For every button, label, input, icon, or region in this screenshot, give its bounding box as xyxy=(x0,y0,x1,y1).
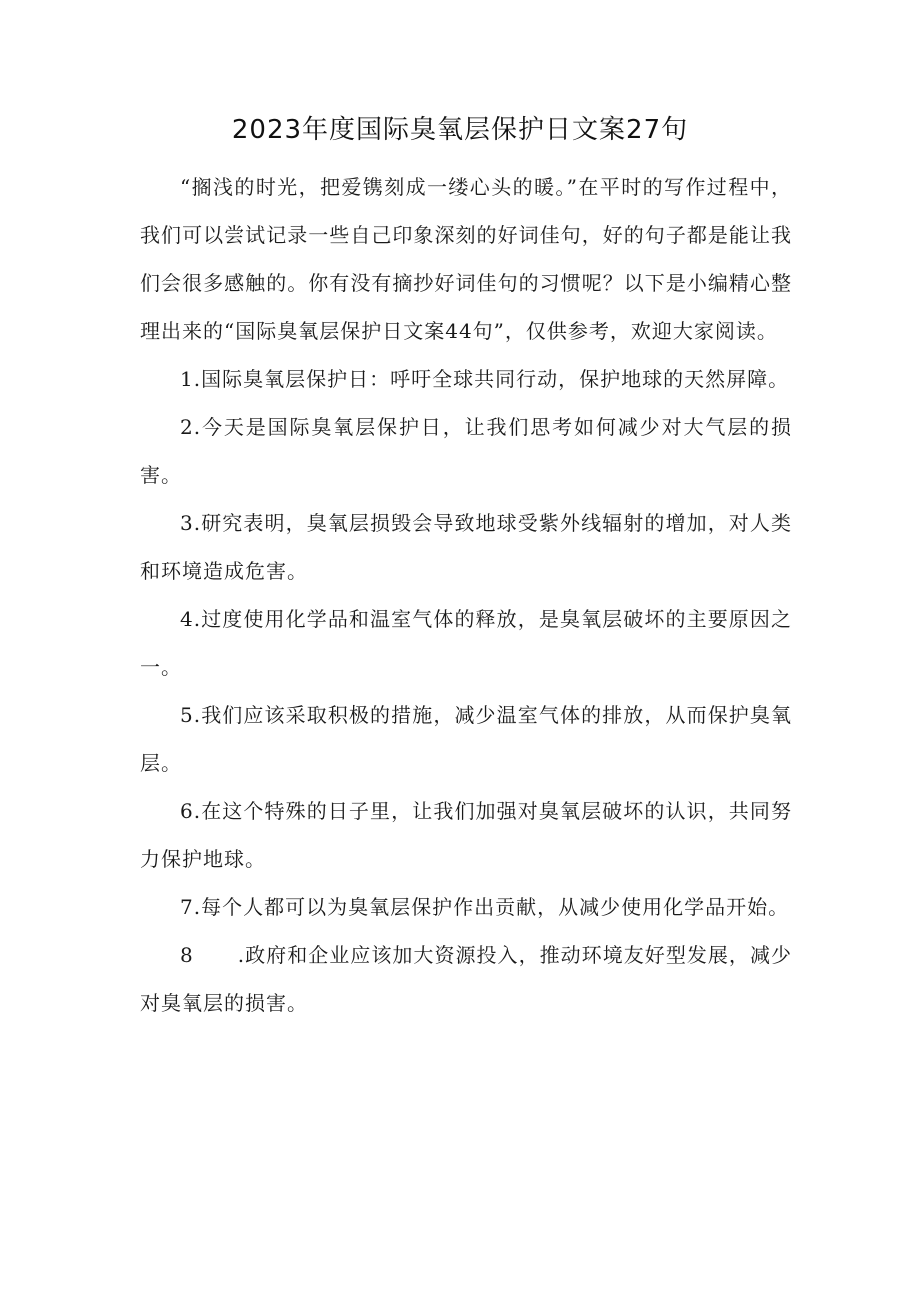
document-title: 2023年度国际臭氧层保护日文案27句 xyxy=(231,115,689,145)
item-number: 5. xyxy=(180,703,202,727)
item-text: 每个人都可以为臭氧层保护作出贡献，从减少使用化学品开始。 xyxy=(201,895,790,919)
list-item xyxy=(140,499,792,595)
list-item xyxy=(140,595,792,691)
item-text: 研究表明，臭氧层损毁会导致地球受紫外线辐射的增加，对人类和环境造成危害。 xyxy=(140,511,792,583)
list-item xyxy=(140,931,792,1027)
item-number: 7. xyxy=(180,895,202,919)
list-item xyxy=(140,403,792,499)
item-number: 1. xyxy=(180,367,202,391)
item-number: 6. xyxy=(180,799,202,823)
item-number: 4. xyxy=(180,607,202,631)
list-item xyxy=(140,883,792,931)
list-item xyxy=(140,355,792,403)
item-text: 在这个特殊的日子里，让我们加强对臭氧层破坏的认识，共同努力保护地球。 xyxy=(140,799,792,871)
item-text: 今天是国际臭氧层保护日，让我们思考如何减少对大气层的损害。 xyxy=(140,415,792,487)
item-text: 国际臭氧层保护日：呼吁全球共同行动，保护地球的天然屏障。 xyxy=(201,367,790,391)
document-body xyxy=(140,163,792,1027)
item-number: 8 xyxy=(180,943,194,967)
item-text: .政府和企业应该加大资源投入，推动环境友好型发展，减少对臭氧层的损害。 xyxy=(140,943,792,1015)
item-text: 我们应该采取积极的措施，减少温室气体的排放，从而保护臭氧层。 xyxy=(140,703,792,775)
intro-paragraph: “搁浅的时光，把爱镌刻成一缕心头的暖。”在平时的写作过程中，我们可以尝试记录一些自己印象深刻的好词佳句，好的句子都是能让我们会很多感触的。你有没有摘抄好词佳句的习惯呢？以下是小编精心整理出来的“国际臭氧层保护日文案44句”，仅供参考，欢迎大家阅读。 xyxy=(140,175,792,343)
item-number: 2. xyxy=(180,415,202,439)
item-text: 过度使用化学品和温室气体的释放，是臭氧层破坏的主要原因之一。 xyxy=(140,607,792,679)
list-item xyxy=(140,691,792,787)
item-number: 3. xyxy=(180,511,202,535)
list-item xyxy=(140,787,792,883)
